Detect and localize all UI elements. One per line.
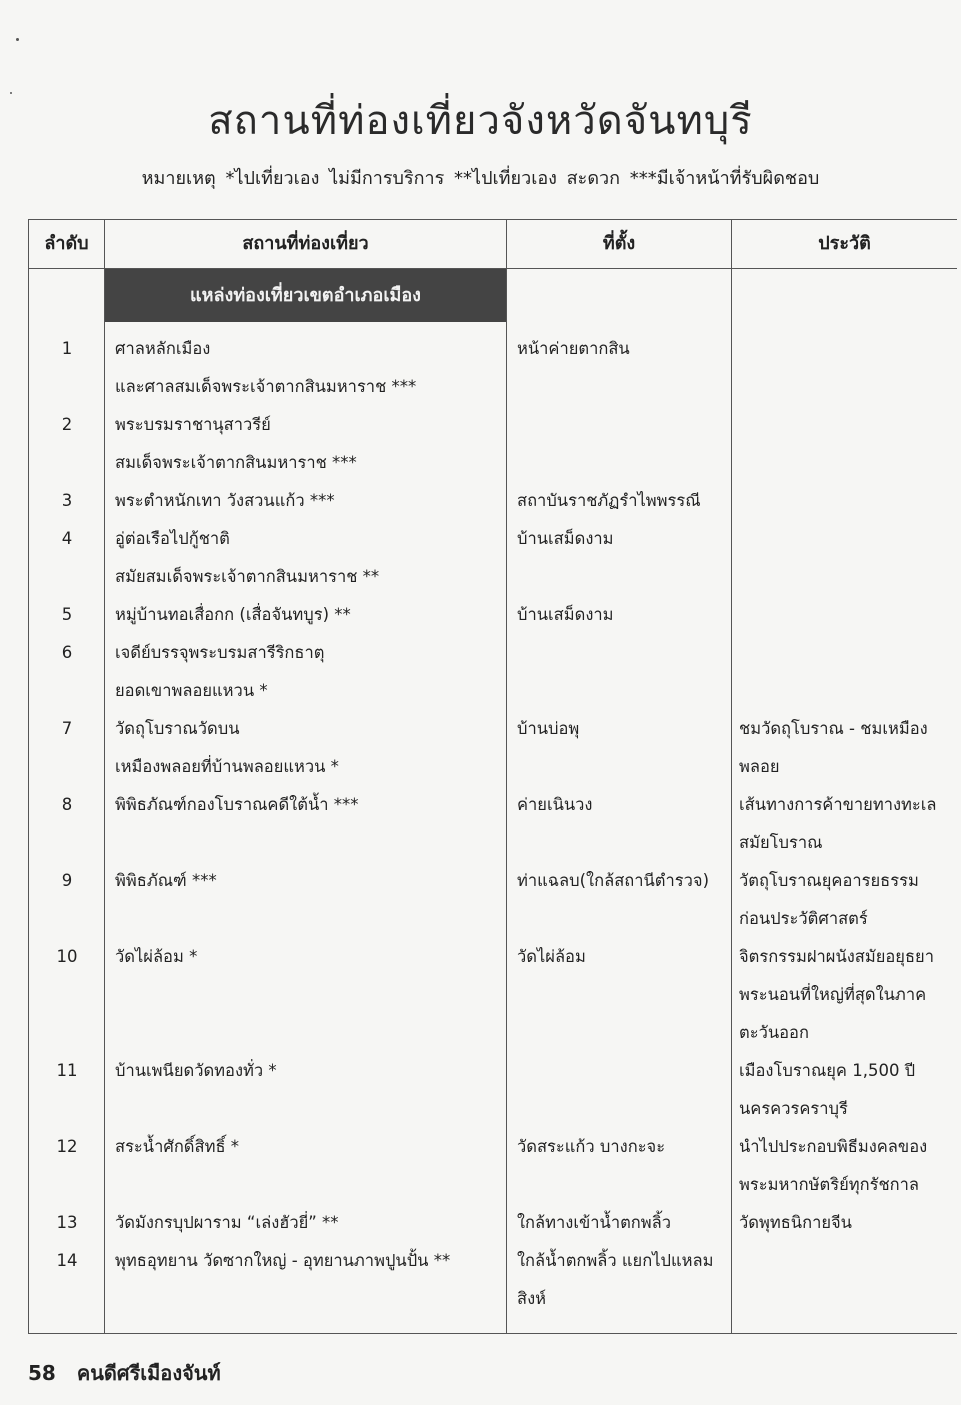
cell-place: วัดไผ่ล้อม * [115,947,198,966]
column-divider [104,220,105,1333]
cell-history: ชมวัดถุโบราณ - ชมเหมือง [739,719,928,738]
page-footer [28,1357,221,1389]
attractions-table [28,219,957,1334]
cell-history: นครควรคราบุรี [739,1099,848,1118]
column-divider [506,220,507,1333]
row-number: 8 [61,795,73,814]
cell-location: หน้าค่ายตากสิน [517,339,630,358]
cell-place: สระน้ำศักดิ์สิทธิ์ * [115,1137,240,1156]
column-divider [731,220,732,1333]
cell-history: สมัยโบราณ [739,833,823,852]
cell-place: พระบรมราชานุสาวรีย์ [115,415,271,434]
cell-history: ตะวันออก [739,1023,809,1042]
section-banner: แหล่งท่องเที่ยวเขตอำเภอเมือง [105,269,506,322]
row-number: 13 [56,1213,78,1232]
cell-history: ก่อนประวัติศาสตร์ [739,909,868,928]
cell-place: สมัยสมเด็จพระเจ้าตากสินมหาราช ** [115,567,380,586]
cell-place: พิพิธภัณฑ์ *** [115,871,217,890]
row-number: 7 [61,719,73,738]
cell-location: บ้านเสม็ดงาม [517,605,614,624]
row-number: 9 [61,871,73,890]
legend-note: หมายเหตุ *ไปเที่ยวเอง ไม่มีการบริการ **ไปเที่ยวเอง สะดวก ***มีเจ้าหน้าที่รับผิดชอบ [141,168,820,189]
cell-history: เมืองโบราณยุค 1,500 ปี [739,1061,916,1080]
cell-history: พลอย [739,757,780,776]
cell-place: พิพิธภัณฑ์กองโบราณคดีใต้น้ำ *** [115,795,359,814]
cell-place: ยอดเขาพลอยแหวน * [115,681,268,700]
cell-location: ใกล้ทางเข้าน้ำตกพลิ้ว [517,1213,672,1232]
cell-location: วัดไผ่ล้อม [517,947,586,966]
cell-location: วัดสระแก้ว บางกะจะ [517,1137,666,1156]
page-title: สถานที่ท่องเที่ยวจังหวัดจันทบุรี [208,98,753,144]
cell-location: ใกล้น้ำตกพลิ้ว แยกไปแหลม [517,1251,714,1270]
book-title: คนดีศรีเมืองจันท์ [76,1361,221,1385]
row-number: 3 [61,491,73,510]
cell-history: พระนอนที่ใหญ่ที่สุดในภาค [739,985,927,1004]
scan-speck [16,38,19,41]
header-history: ประวัติ [818,233,871,254]
row-number: 14 [56,1251,78,1270]
cell-location: บ้านบ่อพุ [517,719,580,738]
cell-place: เหมืองพลอยที่บ้านพลอยแหวน * [115,757,339,776]
row-number: 5 [61,605,73,624]
cell-history: วัตถุโบราณยุคอารยธรรม [739,871,919,890]
row-number: 11 [56,1061,78,1080]
header-location: ที่ตั้ง [602,233,636,254]
cell-location: ค่ายเนินวง [517,795,593,814]
cell-location: ท่าแฉลบ(ใกล้สถานีตำรวจ) [517,871,710,890]
row-number: 1 [61,339,73,358]
header-place: สถานที่ท่องเที่ยว [242,233,369,254]
cell-place: วัดถุโบราณวัดบน [115,719,240,738]
cell-place: พระตำหนักเทา วังสวนแก้ว *** [115,491,335,510]
cell-place: พุทธอุทยาน วัดซากใหญ่ - อุทยานภาพปูนปั้น ** [115,1251,451,1270]
cell-location: สิงห์ [517,1289,547,1308]
cell-history: วัดพุทธนิกายจีน [739,1213,852,1232]
cell-history: เส้นทางการค้าขายทางทะเล [739,795,937,814]
page-number: 58 [28,1361,56,1385]
cell-location: สถาบันราชภัฏรำไพพรรณี [517,491,701,510]
cell-place: บ้านเพนียดวัดทองทั่ว * [115,1061,277,1080]
cell-place: ศาลหลักเมือง [115,339,211,358]
cell-history: พระมหากษัตริย์ทุกรัชกาล [739,1175,920,1194]
cell-place: หมู่บ้านทอเสื่อกก (เสื่อจันทบูร) ** [115,605,351,624]
row-number: 12 [56,1137,78,1156]
cell-place: สมเด็จพระเจ้าตากสินมหาราช *** [115,453,357,472]
row-number: 6 [61,643,73,662]
row-number: 2 [61,415,73,434]
cell-place: อู่ต่อเรือไปกู้ชาติ [115,529,230,548]
cell-history: นำไปประกอบพิธีมงคลของ [739,1137,928,1156]
cell-location: บ้านเสม็ดงาม [517,529,614,548]
cell-history: จิตรกรรมฝาผนังสมัยอยุธยา [739,947,934,966]
row-number: 4 [61,529,73,548]
cell-place: และศาลสมเด็จพระเจ้าตากสินมหาราช *** [115,377,417,396]
header-no: ลำดับ [44,233,89,254]
row-number: 10 [56,947,78,966]
cell-place: เจดีย์บรรจุพระบรมสารีริกธาตุ [115,643,325,662]
cell-place: วัดมังกรบุปผาราม “เล่งฮัวยี่” ** [115,1213,339,1232]
